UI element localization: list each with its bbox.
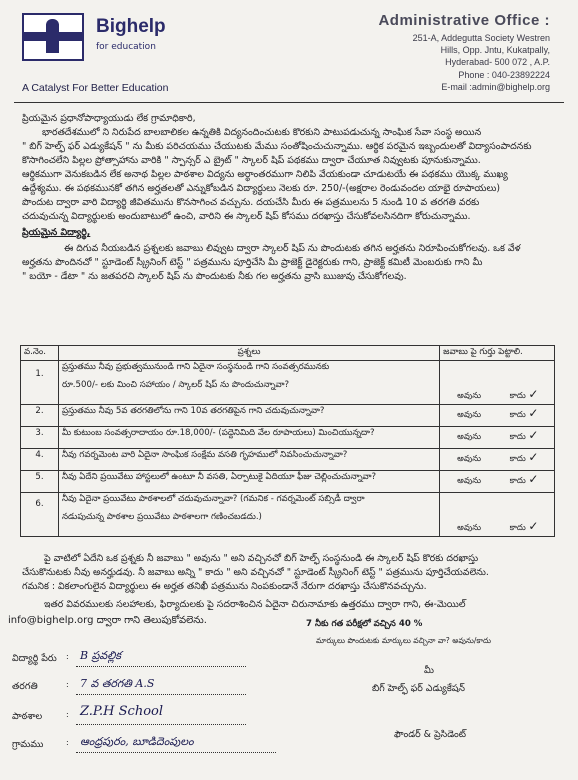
marks-note-detail: మార్కులు పొందుటకు మార్కులు వచ్చినా వా? అవును/కాదు <box>316 636 491 645</box>
answer-cell[interactable] <box>440 405 555 427</box>
student-instruction-line: ఈ దిగువ నీయబడిన ప్రశ్నలకు జవాబు లివ్వుట ద్వారా స్కాలర్ షిప్ ను పొందుటకు తగిన అర్హతను నిరూపించుకోగలవు. ఒక వేళ <box>64 243 521 254</box>
intro-line: పొందుట ద్వారా వారి విద్యార్థి జీవితమును కొనసాగించ వచ్చును. దయచేసి మీరు ఈ పత్రములను 5 నుండి 10 వ తరగతి వరకు <box>22 197 480 208</box>
document-page: Bighelp for education A Catalyst For Better Education Administrative Office : 251-A, Addegutta Society Westren Hills, Opp. Jntu, Kukatpally, Hyderabad- 500 072 , A.P. Phone : 040-23892224 E-mail :admin@bighelp.org ప్రియమైన ప్రధానోపాధ్యాయుడు లేక గ్రామాధికారి, భారతదేశములో ని నిరుపేద బాలబాలికల ఉన్నతికి విద్యనందించుటకు కొరకుని పాటుపడుచున్న సాంఘిక సేవా సంస్థ అయిన " బిగ్ హెల్ఫ్ ఫర్ ఎడ్యుకేషన్ " ను మీకు పరిచయము చేయుటకు మేము సంతోషించుచున్నాము. ఆర్థిక పరమైన ఇబ్బందులతో విద్యాసంపాదనకు కొసాగించలేని పిల్లల ప్రోత్సాహాను వారికి " స్పాన్సర్ ఎ బ్రైట్ " స్కాలర్ షిప్ పథకము ద్వారా చేయూత నివ్వుటకు పూనుకున్నాము. ఆర్థికముగా వెనుకబడిన లేక అనాథ పిల్లల పాఠశాల విద్యను అర్థాంతరముగా నిలిపి వేయకుండా చూడుటయే ఈ పథకము యొక్క ముఖ్య ఉద్దేశ్యము. ఈ పథకమునకో తగిన అర్హతలతో ఎన్నుకోబడిన విద్యార్థులు నెలకు రూ. 250/-(అక్షరాల రెండువందల యాభై రూపాయలు) పొందుట ద్వారా వారి విద్యార్థి జీవితమును కొనసాగించ వచ్చును. దయచేసి మీరు ఈ పత్రములను 5 నుండి 10 వ తరగతి వరకు చదువుచున్న విద్యార్థులకు అందుబాటులో ఉంచి, వారిని ఈ స్కాలర్ షిప్ కోసము దరఖాస్తు చేసుకోవలసినదిగా కోరుచున్నాము. ప్రియమైన విద్యార్థి, ఈ దిగువ నీయబడిన ప్రశ్నలకు జవాబు లివ్వుట ద్వారా స్కాలర్ షిప్ ను పొందుటకు తగిన అర్హతను నిరూపించుకోగలవు. ఒక వేళ అర్హతను పొందినచో " స్టూడెంట్ స్క్రీనింగ్ టెస్ట్ " పత్రమును పూర్తిచేసి మీ ప్రాజెక్ట్ డైరెక్టరుకు గాని, ప్రాజెక్ట్ కమిటీ మెంబరుకు గాని మీ " బయో - డేటా " ను జతపరచి స్కాలర్ షిప్ ను పొందుటకు నీకు గల అర్హతను వ్రాసి ఋజువు చేసుకోగలవు. వ.నెం. ప్రశ్నలు జవాబు పై గుర్తు పెట్టాలి. 1. ప్రస్తుతము నీవు ప్రభుత్వమునుండి గాని ఏదైనా సంస్థనుండి గాని సంవత్సరమునకు రూ.500/- లకు మించి సహాయం / స్కాలర్ షిప్ ను పొందుచున్నావా? అవును కాదు ✓ 2. ప్రస్తుతము నీవు 5వ తరగతిలోను గాని 10వ తరగతిపైన గాని చదువుచున్నావా? అవును కాదు ✓ 3. మీ కుటుంబ సంవత్సరాదాయం రూ.18,000/- (పద్దెనిమిది వేల రూపాయలు) మించియున్నదా? అవును కాదు ✓ 4. నీవు గవర్నమెంట వారి ఏదైనా సాంఘిక సంక్షేమ వసతి గృహములో నివసించుచున్నావా? అవును కాదు ✓ 5. నీవు ఏదేని ప్రయివేటు హాస్టలులో ఉంటూ నీ వసతి, ఏర్పాటుకై ఏదియూ ఫీజు చెల్లించుచున్నావా? అవును కాదు ✓ 6. నీవు ఏదైనా ప్రయివేటు పాఠశాలలో చదువుచున్నావా? (గమనిక - గవర్నమెంట్ సబ్సిడీ ద్వారా నడుపుచున్న పాఠశాల ప్రయివేటు పాఠశాలగా గణించబడదు.) అవును కాదు ✓ పై వాటిలో ఏదేని ఒక ప్రశ్నకు నీ జవాబు " అవును " అని వచ్చినచో బిగ్ హెల్ఫ్ సంస్థనుండి ఈ స్కాలర్ షిప్ కొరకు దరఖాస్తు చేసుకొనుటకు నీవు అనర్హుడవు. నీ జవాబు అన్ని " కాదు " అని వచ్చినచో " స్టూడెంట్ స్క్రీనింగ్ టెస్ట్ " పత్రమును పూర్తిచేయవలెను. గమనిక : వికలాంగులైన విద్యార్థులు ఈ అర్హత తనిఖీ పత్రమును నింపకుండానే నేరుగా దరఖాస్తు చేసుకొనవచ్చును. ఇతర వివరములకు సలహాలకు, ఫిర్యాదులకు పై సదరాశించిన ఏదైనా చిరునామాకు ఉత్తరము ద్వారా గాని, ఈ-మెయిల్ info@bighelp.org ద్వారా గాని తెలుపుకోవలెను. 7 నీకు గత పరీక్షలో వచ్చిన 40 % మార్కులు పొందుటకు మార్కులు వచ్చినా వా? అవును/కాదు విద్యార్థి పేరు : B ప్రవల్లిక తరగతి : 7 వ తరగతి A.S పాఠశాల : Z.P.H School గ్రామము : ఆంధ్రపురం, బూడిదెంపులం మీ బిగ్ హెల్ఫ్ ఫర్ ఎడ్యుకేషన్ ఫౌండర్ & ప్రెసిడెంట్ <box>0 0 578 780</box>
question-text: ప్రస్తుతము నీవు ప్రభుత్వమునుండి గాని ఏదైనా సంస్థనుండి గాని సంవత్సరమునకు <box>61 362 330 372</box>
question-cell <box>58 361 439 405</box>
class-label: తరగతి <box>12 681 38 692</box>
answer-cell[interactable] <box>440 471 555 493</box>
no-option[interactable]: కాదు <box>509 453 526 463</box>
address-line: Hills, Opp. Jntu, Kukatpally, <box>440 45 550 56</box>
contact-email[interactable]: info@bighelp.org <box>8 615 94 626</box>
school-value[interactable]: Z.P.H School <box>80 704 164 719</box>
answer-cell[interactable] <box>440 449 555 471</box>
check-mark-icon: ✓ <box>528 428 539 442</box>
village-label: గ్రామము <box>12 739 44 750</box>
address-line: Hyderabad- 500 072 , A.P. <box>445 57 550 68</box>
intro-line: చదువుచున్న విద్యార్థులకు అందుబాటులో ఉంచి, వారిని ఈ స్కాలర్ షిప్ కోసము దరఖాస్తు చేసుకోవలసినదిగా కోరుచున్నాము. <box>22 211 471 222</box>
answer-cell[interactable] <box>440 361 555 405</box>
row-number: 4. <box>21 449 59 471</box>
header-cell: జవాబు పై గుర్తు పెట్టాలి. <box>440 346 555 361</box>
no-option[interactable]: కాదు <box>509 431 526 441</box>
student-instruction-line: అర్హతను పొందినచో " స్టూడెంట్ స్క్రీనింగ్ టెస్ట్ " పత్రమును పూర్తిచేసి మీ ప్రాజెక్ట్ డైరెక్టరుకు గాని, ప్రాజెక్ట్ కమిటీ మెంబరుకు గాని మీ <box>22 257 483 268</box>
row-number: 2. <box>21 405 59 427</box>
check-mark-icon: ✓ <box>528 406 539 420</box>
question-text: రూ.500/- లకు మించి సహాయం / స్కాలర్ షిప్ ను పొందుచున్నావా? <box>61 380 290 390</box>
brand-name: Bighelp <box>96 16 166 37</box>
class-value[interactable]: 7 వ తరగతి A.S <box>80 677 155 690</box>
header-cell: ప్రశ్నలు <box>58 346 439 361</box>
contact-email-line <box>8 614 207 628</box>
header-cell: వ.నెం. <box>21 346 59 361</box>
yes-option[interactable]: అవును <box>457 475 481 485</box>
yes-option[interactable]: అవును <box>457 390 481 400</box>
eligibility-table <box>20 345 555 537</box>
row-number: 1. <box>21 361 59 405</box>
tagline: A Catalyst For Better Education <box>22 82 169 94</box>
class-field-line <box>76 694 246 695</box>
signoff-org: బిగ్ హెల్ఫ్ ఫర్ ఎడ్యుకేషన్ <box>372 683 466 694</box>
no-option[interactable]: కాదు <box>509 522 526 532</box>
yes-option[interactable]: అవును <box>457 522 481 532</box>
answer-cell[interactable] <box>440 427 555 449</box>
name-field-line <box>76 666 246 667</box>
salutation-student: ప్రియమైన విద్యార్థి, <box>22 227 91 238</box>
result-instruction-line: పై వాటిలో ఏదేని ఒక ప్రశ్నకు నీ జవాబు " అవును " అని వచ్చినచో బిగ్ హెల్ఫ్ సంస్థనుండి ఈ స్కాలర్ షిప్ కొరకు దరఖాస్తు <box>44 553 479 564</box>
office-address <box>413 32 550 93</box>
note-line: గమనిక : వికలాంగులైన విద్యార్థులు ఈ అర్హత తనిఖీ పత్రమును నింపకుండానే నేరుగా దరఖాస్తు చేసుకొనవచ్చును. <box>22 581 427 592</box>
question-text: నీవు గవర్నమెంట వారి ఏదైనా సాంఘిక సంక్షేమ వసతి గృహములో నివసించుచున్నావా? <box>58 449 439 471</box>
check-mark-icon: ✓ <box>528 472 539 486</box>
check-mark-icon: ✓ <box>528 387 539 401</box>
school-field-line <box>76 724 246 725</box>
village-field-line <box>76 752 276 753</box>
row-number: 3. <box>21 427 59 449</box>
office-title: Administrative Office : <box>378 12 550 29</box>
table-row <box>21 471 555 493</box>
salutation-headmaster: ప్రియమైన ప్రధానోపాధ్యాయుడు లేక గ్రామాధికారి, <box>22 113 196 124</box>
yes-option[interactable]: అవును <box>457 453 481 463</box>
email-line: E-mail :admin@bighelp.org <box>441 81 550 92</box>
brand-subtitle: for education <box>96 42 156 52</box>
table-header-row <box>21 346 555 361</box>
contact-email-suffix: ద్వారా గాని తెలుపుకోవలెను. <box>96 615 207 626</box>
table-row <box>21 427 555 449</box>
intro-line: ఉద్దేశ్యము. ఈ పథకమునకో తగిన అర్హతలతో ఎన్నుకోబడిన విద్యార్థులు నెలకు రూ. 250/-(అక్షరాల రెండువందల యాభై రూపాయలు) <box>22 183 501 194</box>
no-option[interactable]: కాదు <box>509 475 526 485</box>
question-text: నీవు ఏదైనా ప్రయివేటు పాఠశాలలో చదువుచున్నావా? (గమనిక - గవర్నమెంట్ సబ్సిడీ ద్వారా <box>61 494 365 504</box>
question-text: మీ కుటుంబ సంవత్సరాదాయం రూ.18,000/- (పద్దెనిమిది వేల రూపాయలు) మించియున్నదా? <box>58 427 439 449</box>
table-row <box>21 361 555 405</box>
result-instruction-line: చేసుకొనుటకు నీవు అనర్హుడవు. నీ జవాబు అన్ని " కాదు " అని వచ్చినచో " స్టూడెంట్ స్క్రీనింగ్ టెస్ట్ " పత్రమును పూర్తిచేయవలెను. <box>22 567 489 578</box>
answer-cell[interactable] <box>440 493 555 537</box>
question-text: నీవు ఏదేని ప్రయివేటు హాస్టలులో ఉంటూ నీ వసతి, ఏర్పాటుకై ఏదియూ ఫీజు చెల్లించుచున్నావా? <box>58 471 439 493</box>
question-text: నడుపుచున్న పాఠశాల ప్రయివేటు పాఠశాలగా గణించబడదు.) <box>61 512 262 522</box>
table-row <box>21 493 555 537</box>
question-text: ప్రస్తుతము నీవు 5వ తరగతిలోను గాని 10వ తరగతిపైన గాని చదువుచున్నావా? <box>58 405 439 427</box>
yes-option[interactable]: అవును <box>457 409 481 419</box>
signoff-title: ఫౌండర్ & ప్రెసిడెంట్ <box>394 729 466 740</box>
no-option[interactable]: కాదు <box>509 390 526 400</box>
student-instruction-line: " బయో - డేటా " ను జతపరచి స్కాలర్ షిప్ ను పొందుటకు నీకు గల అర్హతను వ్రాసి ఋజువు చేసుకోగలవు. <box>22 271 407 282</box>
row-number: 5. <box>21 471 59 493</box>
row-number: 6. <box>21 493 59 537</box>
bighelp-logo-icon <box>22 13 84 61</box>
intro-line: ఆర్థికముగా వెనుకబడిన లేక అనాథ పిల్లల పాఠశాల విద్యను అర్థాంతరముగా నిలిపి వేయకుండా చూడుటయే ఈ పథకము యొక్క ముఖ్య <box>22 169 508 180</box>
question-cell <box>58 493 439 537</box>
signoff-yours: మీ <box>424 665 434 676</box>
check-mark-icon: ✓ <box>528 450 539 464</box>
header-divider <box>14 102 564 103</box>
intro-line: భారతదేశములో ని నిరుపేద బాలబాలికల ఉన్నతికి విద్యనందించుటకు కొరకుని పాటుపడుచున్న సాంఘిక సేవా సంస్థ అయిన <box>42 127 482 138</box>
table-row <box>21 405 555 427</box>
school-label: పాఠశాల <box>12 711 43 722</box>
village-value[interactable]: ఆంధ్రపురం, బూడిదెంపులం <box>80 735 194 748</box>
intro-line: " బిగ్ హెల్ఫ్ ఫర్ ఎడ్యుకేషన్ " ను మీకు పరిచయము చేయుటకు మేము సంతోషించుచున్నాము. ఆర్థిక పరమైన ఇబ్బందులతో విద్యాసంపాదనకు <box>22 141 532 152</box>
phone-line: Phone : 040-23892224 <box>458 69 550 80</box>
address-line: 251-A, Addegutta Society Westren <box>412 33 550 43</box>
no-option[interactable]: కాదు <box>509 409 526 419</box>
yes-option[interactable]: అవును <box>457 431 481 441</box>
contact-line: ఇతర వివరములకు సలహాలకు, ఫిర్యాదులకు పై సదరాశించిన ఏదైనా చిరునామాకు ఉత్తరము ద్వారా గాని, ఈ-మెయిల్ <box>44 599 466 610</box>
check-mark-icon: ✓ <box>528 519 539 533</box>
student-name-value[interactable]: B ప్రవల్లిక <box>80 649 122 662</box>
student-name-label: విద్యార్థి పేరు <box>12 653 57 664</box>
intro-line: కొసాగించలేని పిల్లల ప్రోత్సాహాను వారికి " స్పాన్సర్ ఎ బ్రైట్ " స్కాలర్ షిప్ పథకము ద్వారా చేయూత నివ్వుటకు పూనుకున్నాము. <box>22 155 481 166</box>
table-row <box>21 449 555 471</box>
marks-note: 7 నీకు గత పరీక్షలో వచ్చిన 40 % <box>306 619 423 629</box>
